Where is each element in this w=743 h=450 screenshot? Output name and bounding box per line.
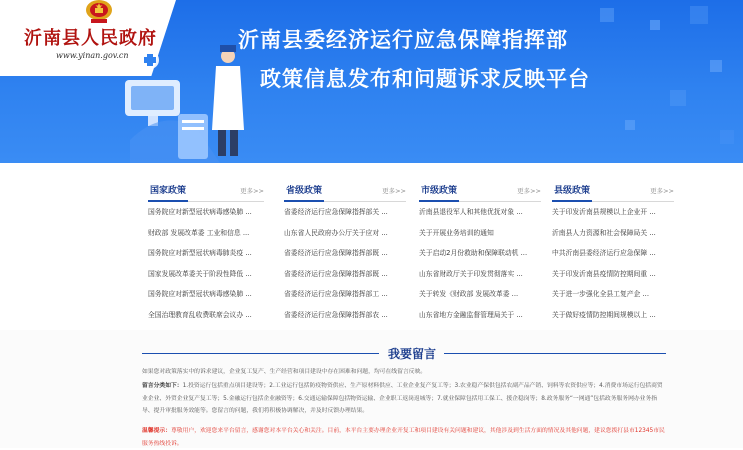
provincial-policy-panel [284, 181, 406, 325]
policy-item[interactable]: 全国治理教育乱收费联席会议办 ... [148, 310, 252, 319]
header-banner [0, 0, 743, 163]
policy-item[interactable]: 山东省财政厅关于印发贯彻落实 ... [419, 269, 523, 278]
policy-item[interactable]: 省委经济运行应急保障指挥部既 ... [284, 249, 388, 257]
national-policy-tab[interactable]: 国家政策 [148, 183, 188, 202]
policy-list [552, 202, 674, 325]
policy-item[interactable]: 国务院应对新型冠状病毒感染肺 ... [148, 290, 252, 298]
site-name[interactable]: 沂南县人民政府 [24, 28, 157, 49]
policy-item[interactable]: 沂南县退役军人和其他优抚对象 ... [419, 208, 523, 216]
policy-item[interactable]: 山东省地方金融监督管理局关于 ... [419, 310, 523, 319]
warm-tip [142, 425, 666, 450]
divider [444, 353, 666, 354]
policy-list [284, 202, 406, 325]
policy-item[interactable]: 关于印发沂南县疫情防控期间重 ... [552, 269, 656, 278]
national-emblem-icon [84, 0, 114, 24]
policy-item[interactable]: 国务院应对新型冠状病毒肺炎疫 ... [148, 249, 252, 257]
more-link[interactable]: 更多>> [517, 187, 541, 195]
policy-item[interactable]: 关于进一步强化全县工复产企 ... [552, 290, 650, 298]
categories-lead: 留言分类如下： [142, 383, 183, 389]
divider [142, 353, 379, 354]
policy-item[interactable]: 关于转发《财政部 发展改革委 ... [419, 290, 519, 298]
warm-tip-text: 尊敬用户，欢迎您来平台留言，感谢您对本平台关心和关注。目前，本平台主要办理企业开复工和项目建设有关问题和建议，其他涉及到生活方面的情况及其他问题，建议您拨打县市12345市民服务热线投诉。 [142, 428, 665, 447]
message-intro: 如果您对政策落实中的诉求建议，企业复工复产、生产经营和项目建设中存在困难和问题，均可在线留言反映。 [142, 369, 427, 375]
decorative-pattern [570, 0, 743, 163]
warm-tip-lead: 温馨提示： [142, 428, 171, 434]
policy-item[interactable]: 国家发展改革委关于阶段性降低 ... [148, 269, 252, 278]
policy-item[interactable]: 关于做好疫情防控期间规模以上 ... [552, 310, 656, 319]
policy-item[interactable]: 山东省人民政府办公厅关于应对 ... [284, 228, 388, 237]
national-policy-panel [148, 181, 264, 325]
categories-text: 1.投资运行包括重点项目建设等；2.工业运行包括防疫物资供应、生产原材料供应、工业企业复产复工等；3.农业稳产保供包括农副产品产销、饲料等农资供应等；4.消费市场运行包括商贸业企业、外贸企业复产复工等；5.金融运行包括企业融资等；6.交通运输保障包括物资运输、企业职工返岗返城等；7.就业保障包括用工保工、援企稳岗等；8.政务服务“一网通”包括政务服务网办业务指导、提升审批服务效能等。您留言的问题，我们将积极协调解决，并及时反馈办理结果。 [142, 383, 663, 414]
more-link[interactable]: 更多>> [650, 187, 674, 195]
panel-header [284, 181, 406, 202]
policy-item[interactable]: 沂南县人力资源和社会保障局关 ... [552, 228, 656, 237]
policy-item[interactable]: 财政部 发展改革委 工业和信息 ... [148, 228, 250, 237]
site-url[interactable]: www.yinan.gov.cn [56, 51, 129, 60]
leave-message-title[interactable]: 我要留言 [388, 347, 437, 361]
policy-list [419, 202, 541, 325]
policy-item[interactable]: 关于开展业务培训的通知 [419, 228, 494, 237]
policy-item[interactable]: 省委经济运行应急保障指挥部关 ... [284, 208, 388, 216]
message-categories [142, 380, 666, 418]
policy-item[interactable]: 国务院应对新型冠状病毒感染肺 ... [148, 208, 252, 216]
county-policy-tab[interactable]: 县级政策 [552, 183, 592, 202]
city-policy-tab[interactable]: 市级政策 [419, 183, 459, 202]
policy-item[interactable]: 省委经济运行应急保障指挥部工 ... [284, 290, 388, 298]
panel-header [419, 181, 541, 202]
more-link[interactable]: 更多>> [382, 187, 406, 195]
provincial-policy-tab[interactable]: 省级政策 [284, 183, 324, 202]
policy-item[interactable]: 省委经济运行应急保障指挥部既 ... [284, 269, 388, 278]
policy-list [148, 202, 264, 325]
policy-item[interactable]: 省委经济运行应急保障指挥部农 ... [284, 310, 388, 319]
policy-item[interactable]: 关于印发沂南县规模以上企业开 ... [552, 208, 656, 216]
platform-subtitle: 政策信息发布和问题诉求反映平台 [260, 67, 590, 91]
county-policy-panel [552, 181, 674, 325]
platform-title: 沂南县委经济运行应急保障指挥部 [238, 28, 568, 52]
policy-item[interactable]: 中共沂南县委经济运行应急保障 ... [552, 249, 656, 257]
more-link[interactable]: 更多>> [240, 187, 264, 195]
panel-header [552, 181, 674, 202]
message-section-header [0, 344, 743, 362]
panel-header [148, 181, 264, 202]
city-policy-panel [419, 181, 541, 325]
policy-item[interactable]: 关于启动2月份救助和保障联动机 ... [419, 249, 528, 257]
